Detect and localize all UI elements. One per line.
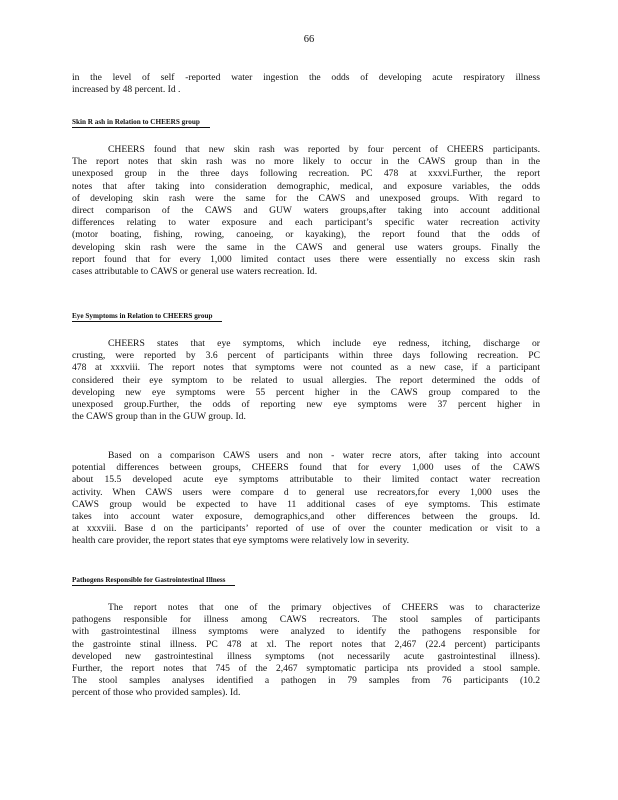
section-heading-eye-symptoms: Eye Symptoms in Relation to CHEERS group [72,312,222,320]
text-line: with gastrointestinal illness symptoms were analyzed to identify the pathogens responsible for [72,626,540,638]
text-line: developing skin rash were the same in the CAWS and general use waters groups. Finally the [72,241,540,253]
text-line: (motor boating, fishing, rowing, canoeing, or kayaking), the report found that the odds of [72,229,540,241]
text-line: direct comparison of the CAWS and GUW waters groups,after taking into account additional [72,205,540,217]
text-line: the CAWS group than in the GUW group. Id. [72,411,246,423]
text-line: considered their eye symptom to be related to usual allergies. The report determined the odds of [72,374,540,386]
text-line: pathogens responsible for illness among CAWS recreators. The stool samples of participants [72,614,540,626]
text-line: developed new gastrointestinal illness symptoms (not necessarily acute gastrointestinal illness). [72,650,540,662]
text-line: The report notes that one of the primary objectives of CHEERS was to characterize [108,602,540,613]
text-line: of developing skin rash were the same for the CAWS and unexposed groups. With regard to [72,192,540,204]
text-line: Further, the report notes that 745 of the 2,467 symptomatic participa nts provided a stool sample. [72,663,540,675]
section-heading-pathogens: Pathogens Responsible for Gastrointestinal Illness [72,576,235,584]
text-line: crusting, were reported by 3.6 percent of participants within three days following recreation. PC [72,350,540,362]
text-line: notes that after taking into consideration demographic, medical, and exposure variables, the odds [72,180,540,192]
text-line: about 15.5 developed acute eye symptoms attributable to their limited contact water recreation [72,474,540,486]
intro-paragraph [72,72,540,96]
text-line: in the level of self -reported water ingestion the odds of developing acute respiratory illness [72,72,540,83]
section-heading-skin-rash: Skin R ash in Relation to CHEERS group [72,118,210,126]
text-line: Based on a comparison CAWS users and non - water recre ators, after taking into account [108,450,540,461]
text-line: unexposed group in the three days following recreation. PC 478 at xxxvi.Further, the report [72,168,540,180]
text-line: unexposed group.Further, the odds of reporting new eye symptoms were 37 percent higher in [72,399,540,411]
text-line: potential differences between groups, CHEERS found that for every 1,000 uses of the CAWS [72,462,540,474]
text-line: CHEERS found that new skin rash was reported by four percent of CHEERS participants. [108,144,540,155]
text-line: at xxxviii. Base d on the participants’ reported of use of over the counter medication or visit to a [72,523,540,535]
text-line: developing new eye symptoms were 55 percent higher in the CAWS group compared to the [72,386,540,398]
text-line: 478 at xxxviii. The report notes that symptoms were not counted as a new case, if a participant [72,362,540,374]
text-line: takes into account water exposure, demographics,and other differences between the groups. Id. [72,511,540,523]
paragraph-eye-comparison [72,450,540,548]
text-line: report found that for every 1,000 limited contact uses there were essentially no excess skin rash [72,253,540,265]
paragraph-pathogens [72,602,540,700]
text-line: The stool samples analyses identified a pathogen in 79 samples from 76 participants (10.2 [72,675,540,687]
text-line: CHEERS states that eye symptoms, which include eye redness, itching, discharge or [108,338,540,349]
text-line: increased by 48 percent. Id . [72,84,181,96]
text-line: activity. When CAWS users were compare d to general use recreators,for every 1,000 uses the [72,486,540,498]
text-line: the gastrointe stinal illness. PC 478 at xl. The report notes that 2,467 (22.4 percent) participants [72,638,540,650]
page-number: 66 [303,34,315,45]
text-line: The report notes that skin rash was no more likely to occur in the CAWS group than in the [72,156,540,168]
text-line: health care provider, the report states that eye symptoms were relatively low in severity. [72,535,410,547]
text-line: differences relating to water exposure and each participant’s specific water recreation activity [72,217,540,229]
text-line: cases attributable to CAWS or general use waters recreation. Id. [72,266,318,278]
paragraph-skin-rash [72,144,540,278]
text-line: percent of those who provided samples). Id. [72,687,241,699]
text-line: CAWS group would be expected to have 11 additional cases of eye symptoms. This estimate [72,498,540,510]
paragraph-eye-symptoms [72,338,540,423]
